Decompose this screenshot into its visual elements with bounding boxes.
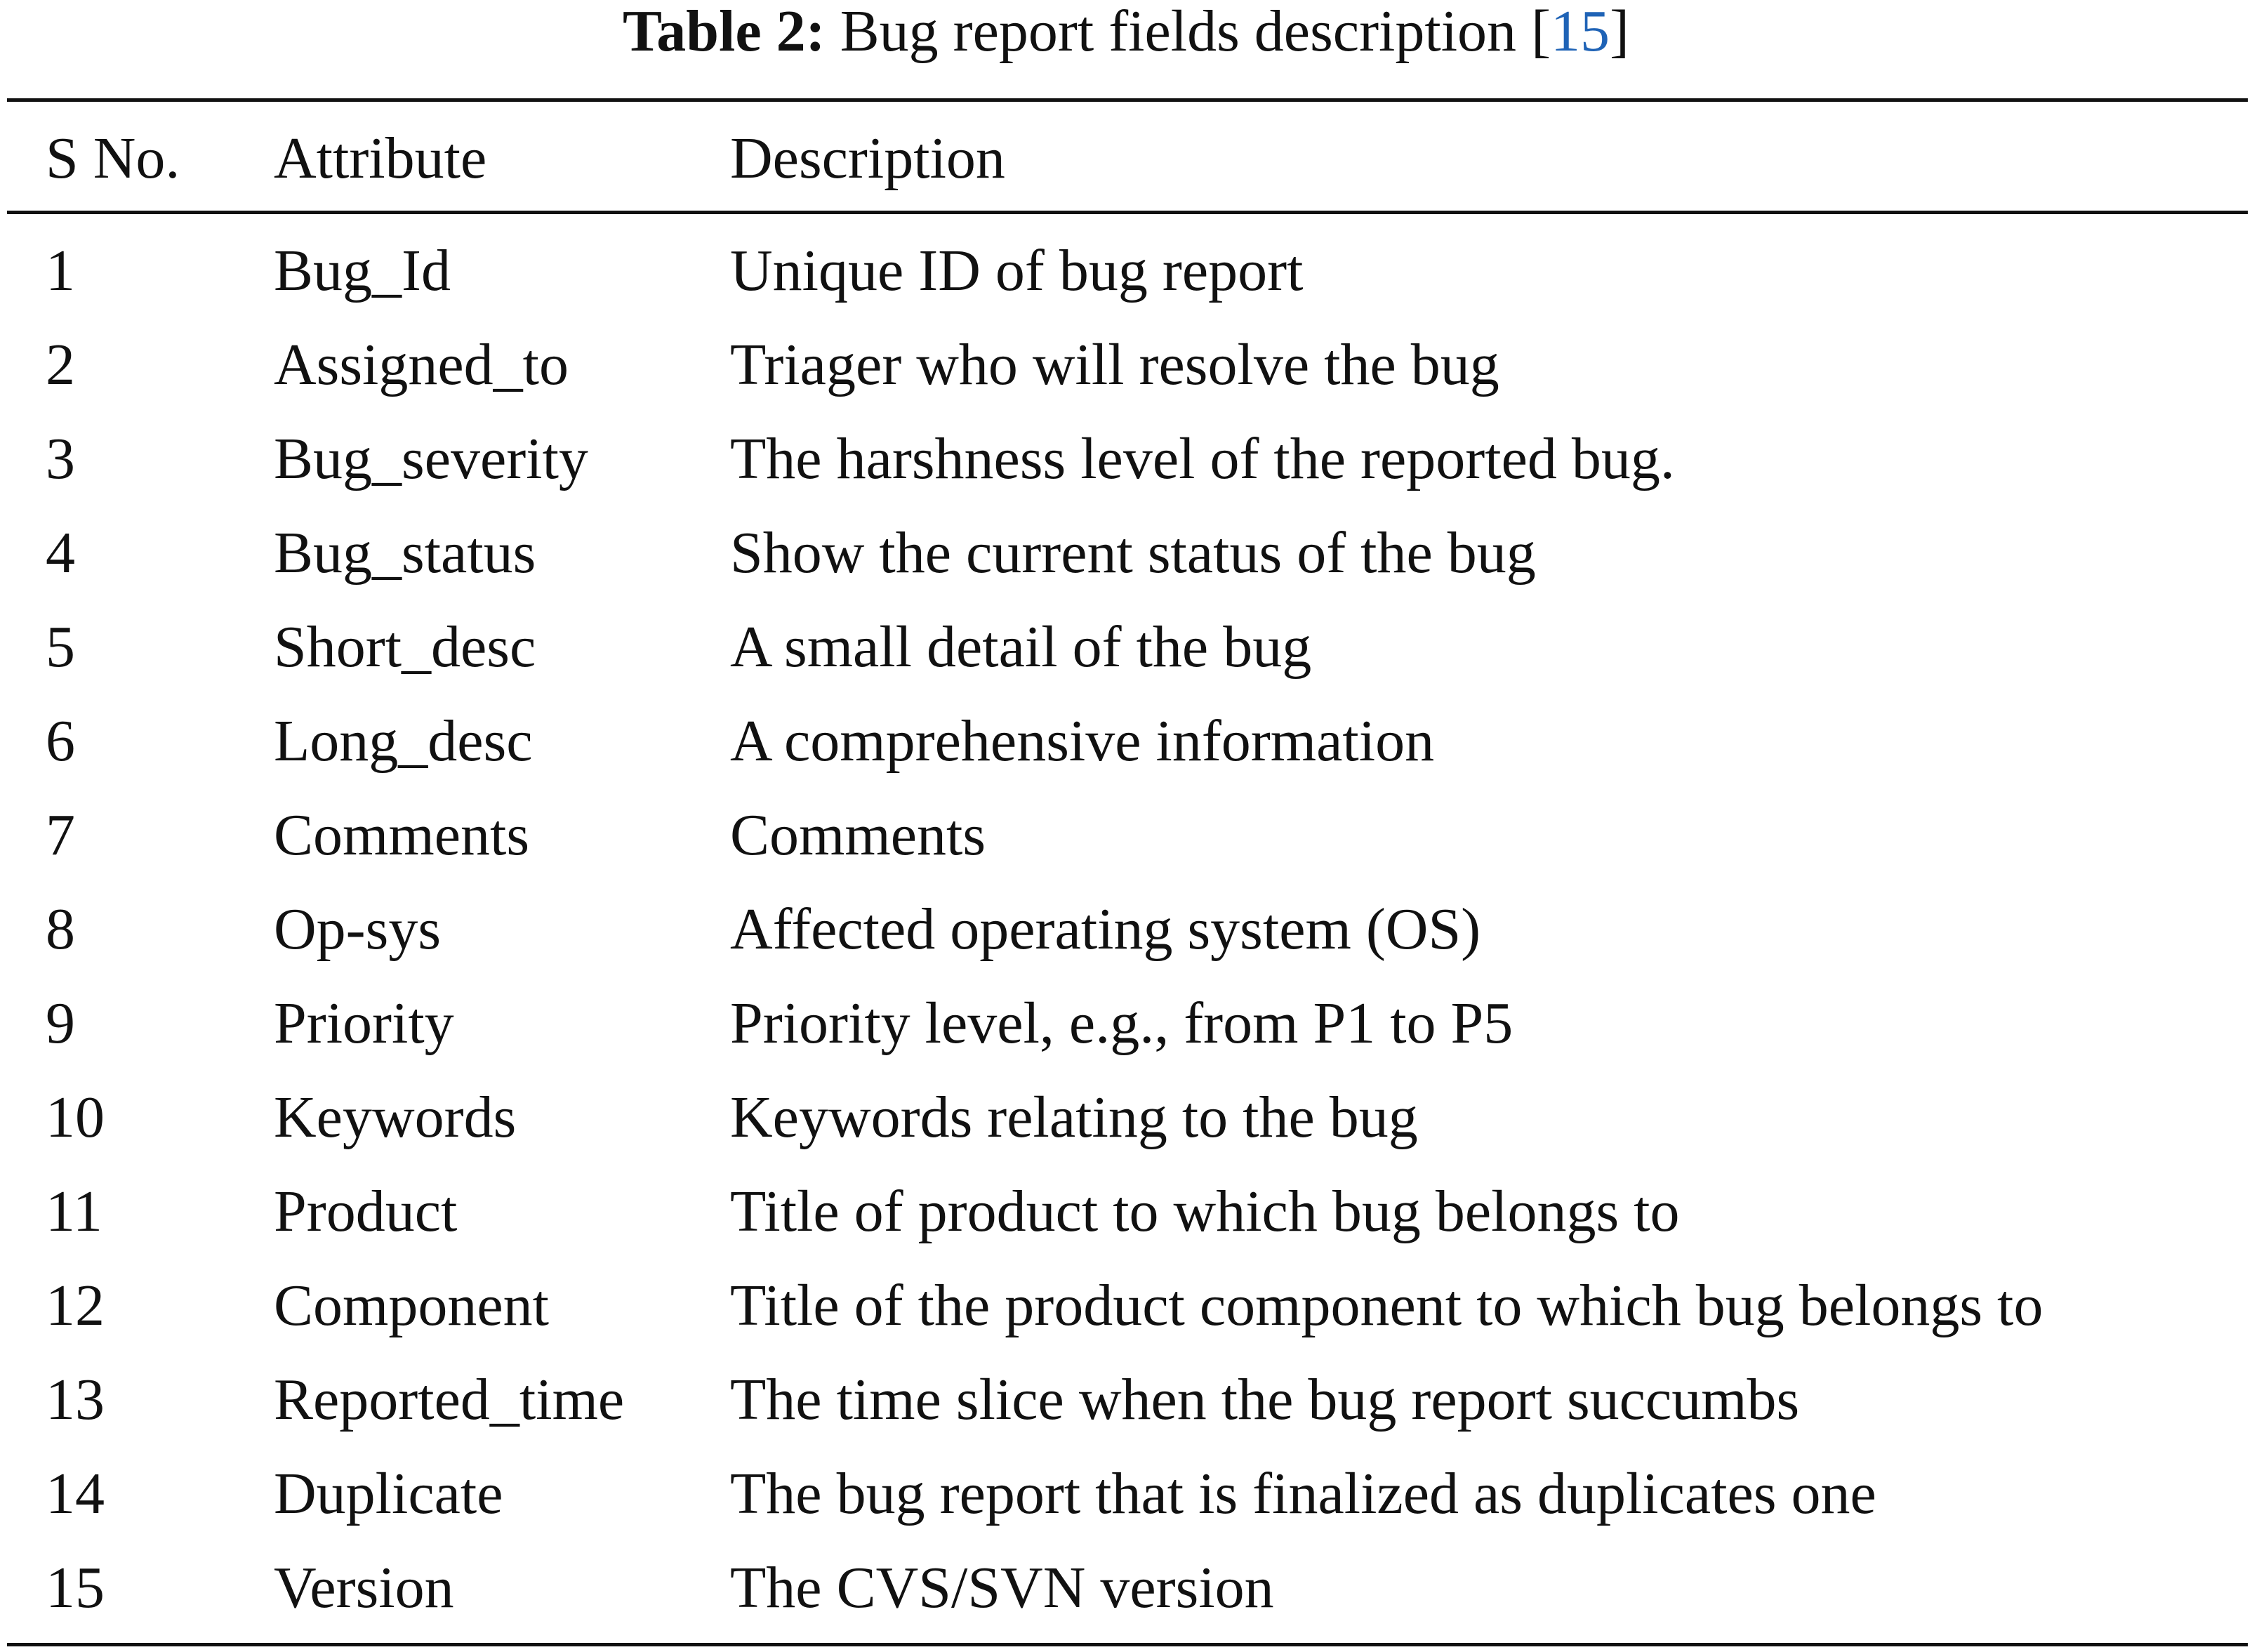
header-description: Description bbox=[730, 125, 1005, 191]
table-row bbox=[7, 1258, 2248, 1352]
table-row bbox=[7, 882, 2248, 976]
table-body bbox=[7, 223, 2248, 1634]
cell-attribute: Bug_severity bbox=[274, 425, 588, 491]
cell-sno: 1 bbox=[46, 237, 75, 303]
cell-attribute: Component bbox=[274, 1272, 549, 1338]
cell-description: The bug report that is finalized as duplicates one bbox=[730, 1460, 1876, 1526]
cell-description: Priority level, e.g., from P1 to P5 bbox=[730, 990, 1514, 1056]
cell-description: Comments bbox=[730, 802, 986, 868]
cell-description: A small detail of the bug bbox=[730, 614, 1312, 680]
cell-sno: 12 bbox=[46, 1272, 105, 1338]
cell-attribute: Reported_time bbox=[274, 1366, 625, 1432]
cell-description: Title of the product component to which bug belongs to bbox=[730, 1272, 2044, 1338]
cell-description: Unique ID of bug report bbox=[730, 237, 1304, 303]
table-row bbox=[7, 317, 2248, 411]
cell-attribute: Bug_status bbox=[274, 520, 536, 586]
caption-label: Table 2: bbox=[622, 0, 826, 64]
table-row bbox=[7, 788, 2248, 882]
cell-sno: 8 bbox=[46, 896, 75, 962]
table-caption bbox=[0, 0, 2252, 70]
cell-attribute: Comments bbox=[274, 802, 530, 868]
cell-description: Affected operating system (OS) bbox=[730, 896, 1481, 962]
cell-sno: 11 bbox=[46, 1178, 102, 1244]
cell-attribute: Long_desc bbox=[274, 708, 533, 774]
cell-sno: 13 bbox=[46, 1366, 105, 1432]
table-row bbox=[7, 1164, 2248, 1258]
cell-description: Keywords relating to the bug bbox=[730, 1084, 1418, 1150]
cell-attribute: Product bbox=[274, 1178, 458, 1244]
table-row bbox=[7, 694, 2248, 788]
reference-link[interactable]: 15 bbox=[1551, 0, 1610, 64]
cell-sno: 15 bbox=[46, 1554, 105, 1620]
cell-description: Show the current status of the bug bbox=[730, 520, 1536, 586]
cell-attribute: Short_desc bbox=[274, 614, 536, 680]
cell-sno: 4 bbox=[46, 520, 75, 586]
table-row bbox=[7, 223, 2248, 317]
cell-sno: 2 bbox=[46, 331, 75, 397]
table-bottom-rule bbox=[7, 1643, 2248, 1646]
cell-attribute: Duplicate bbox=[274, 1460, 503, 1526]
table-row bbox=[7, 976, 2248, 1070]
cell-sno: 5 bbox=[46, 614, 75, 680]
cell-sno: 3 bbox=[46, 425, 75, 491]
cell-attribute: Version bbox=[274, 1554, 454, 1620]
caption-ref-open: [ bbox=[1531, 0, 1551, 64]
cell-description: The harshness level of the reported bug. bbox=[730, 425, 1675, 491]
header-row bbox=[7, 102, 2248, 214]
cell-attribute: Bug_Id bbox=[274, 237, 451, 303]
cell-attribute: Assigned_to bbox=[274, 331, 569, 397]
cell-sno: 9 bbox=[46, 990, 75, 1056]
table-row bbox=[7, 1070, 2248, 1164]
table-header bbox=[7, 102, 2248, 214]
table-row bbox=[7, 1540, 2248, 1634]
cell-sno: 14 bbox=[46, 1460, 105, 1526]
cell-description: Triager who will resolve the bug bbox=[730, 331, 1499, 397]
header-sno: S No. bbox=[46, 125, 180, 191]
header-attribute: Attribute bbox=[274, 125, 487, 191]
table-row bbox=[7, 600, 2248, 694]
caption-text: Bug report fields description bbox=[840, 0, 1517, 64]
table-row bbox=[7, 1352, 2248, 1446]
table-row bbox=[7, 411, 2248, 505]
cell-attribute: Priority bbox=[274, 990, 454, 1056]
table-row bbox=[7, 1446, 2248, 1540]
cell-description: The time slice when the bug report succumbs bbox=[730, 1366, 1800, 1432]
cell-description: Title of product to which bug belongs to bbox=[730, 1178, 1680, 1244]
cell-description: The CVS/SVN version bbox=[730, 1554, 1274, 1620]
cell-attribute: Op-sys bbox=[274, 896, 442, 962]
cell-sno: 6 bbox=[46, 708, 75, 774]
cell-attribute: Keywords bbox=[274, 1084, 517, 1150]
cell-sno: 7 bbox=[46, 802, 75, 868]
cell-description: A comprehensive information bbox=[730, 708, 1435, 774]
caption-ref-close: ] bbox=[1610, 0, 1630, 64]
table-row bbox=[7, 505, 2248, 600]
cell-sno: 10 bbox=[46, 1084, 105, 1150]
